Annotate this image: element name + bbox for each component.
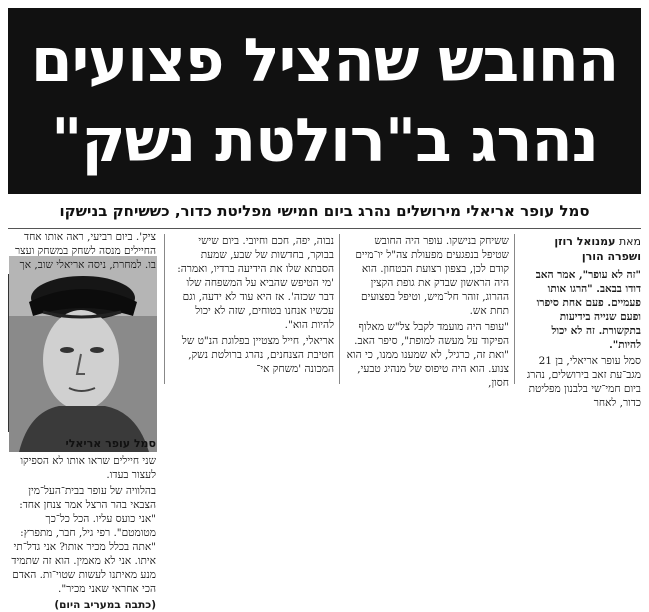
divider-rule xyxy=(8,228,641,229)
column-divider xyxy=(339,234,340,384)
portrait-photo xyxy=(8,274,156,432)
article-paragraph: "עופר היה מועמד לקבל צל"ש מאלוף הפיקוד על מעשה למופת", סיפר האב. "ואת זה, כרגיל, לא שמענו ממנו, כי הוא צנוע. הוא היה טיפוס של מנהיג טבעי, חסון, xyxy=(346,321,509,389)
article-paragraph: ששיחק בנישקו. עופר היה החובש שטיפל בנפגעים מפעולת צה"ל יו־מיים קודם לכן, בצפון רצועת הבטחון. הוא היה הראשון שבדק את גופת הקצין ההרוג, זוהר חל־מיש, וטיפל בפצועים תחת אש. xyxy=(355,235,509,317)
article-paragraph: שני חיילים שראו אותו לא הספיקו לעצור בעדו. xyxy=(20,455,156,481)
article-column-4 xyxy=(8,454,156,611)
headline-banner xyxy=(8,8,641,194)
headline-line-1: החובש שהציל פצועים xyxy=(30,26,619,96)
byline-prefix: מאת xyxy=(618,235,641,248)
article-column-4-upper xyxy=(8,230,156,272)
byline xyxy=(520,234,641,264)
article-paragraph: ציק'. ביום רביעי, ראה אותו אחד החיילים מנסה לשחק במשחק ועצר בו. למחרת, ניסה אריאלי שוב, אך xyxy=(15,231,156,271)
byline-author-1: עמנואל רוזן xyxy=(554,235,616,248)
article-paragraph: בהלוויה של עופר בבית־העל־מין הצבאי בהר הרצל אמר צנחן אחד: "אני כועס עליו. הכל כל־כך מטומטם". רפי גיל, חבר, מתפרץ: "אתה בכלל מכיר אותו? אני גדל־תי איתו. אני לא מאמין. הוא זה שתמיד מנע מאיתנו לעשות שטוי־ות. האדם הכי אחראי שאני מכיר". xyxy=(11,485,156,595)
column-divider xyxy=(164,234,165,384)
article-column-1 xyxy=(520,234,641,594)
article-paragraph: סמל עופר אריאלי, בן 21 מגב־עת זאב בירושלים, נהרג ביום חמי־שי בלבנון מפליטת כדור, לאחר xyxy=(526,355,641,409)
article-column-3 xyxy=(170,234,334,594)
subheadline: סמל עופר אריאלי מירושלים נהרג ביום חמישי מפליטת כדור, כששיחק בנישקו xyxy=(59,202,590,220)
article-column-2 xyxy=(345,234,509,594)
headline-line-2: נהרג ב"רולטת נשק" xyxy=(51,106,598,176)
byline-author-2: ושפרה הורן xyxy=(581,250,641,263)
article-paragraph: אריאלי, חייל מצטיין בפלוגת הנ"ט של חטיבת הצנחנים, נהרג ברולטת נשק, המכונה 'משחק אי־ xyxy=(181,335,334,375)
source-credit: (כתבה במעריב היום) xyxy=(54,599,156,611)
article-paragraph: "זה לא עופר", אמר האב דודו בבאב. "הרגו אותו פעמיים. פעם אחת סיפרו ופעם שנייה בידיעות בתקשורת. זה לא יכול להיות". xyxy=(535,269,641,351)
portrait-image xyxy=(9,275,157,433)
photo-caption: סמל עופר אריאלי xyxy=(65,437,156,450)
article-paragraph: נבוה, יפה, חכם וחיובי. ביום שישי בבוקר, בחדשות של שבע, שמעת הסבתא שלו את הידיעה ברדיו, ואמרה: 'מי הטיפש שהביא על המשפחה שלו דבר שכזה'. אז היא עוד לא ידעה, וגם עכשיו אנחנו בטוחים, שזה לא יכול להיות הוא". xyxy=(177,235,334,331)
column-divider xyxy=(514,234,515,384)
